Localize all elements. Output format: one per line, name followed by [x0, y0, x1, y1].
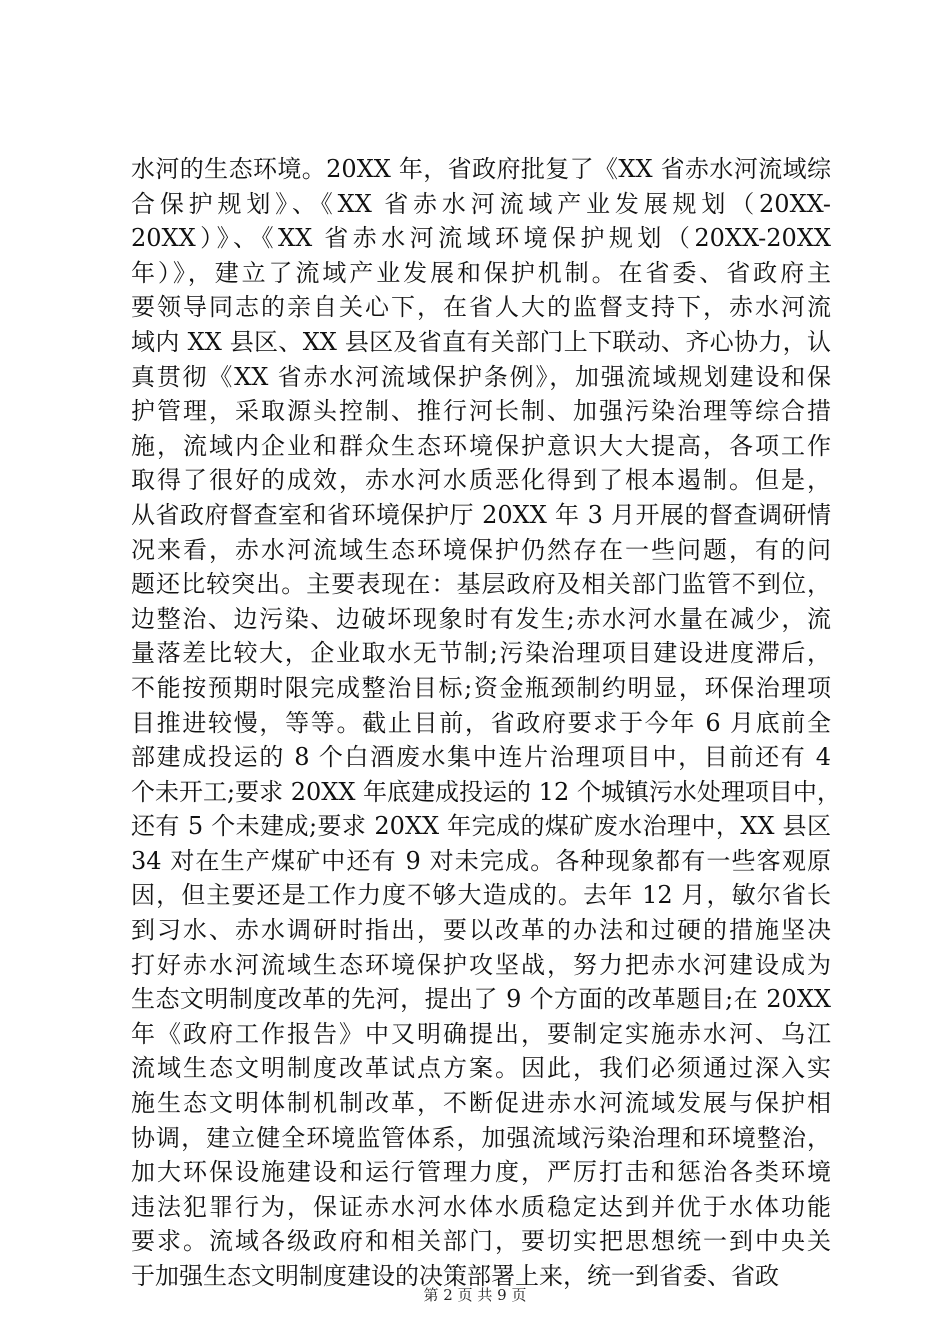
text-line: 量落差比较大，企业取水无节制;污染治理项目建设进度滞后， — [131, 639, 831, 668]
text-line: 生态文明制度改革的先河，提出了 9 个方面的改革题目;在 20XX — [131, 985, 831, 1014]
text-line: 协调，建立健全环境监管体系，加强流域污染治理和环境整治， — [131, 1123, 831, 1152]
text-line: 题还比较突出。主要表现在：基层政府及相关部门监管不到位， — [131, 570, 831, 599]
text-line: 20XX）》、《XX 省赤水河流域环境保护规划（20XX-20XX — [131, 224, 831, 253]
text-line: 要求。流域各级政府和相关部门，要切实把思想统一到中央关 — [131, 1227, 831, 1256]
text-line: 取得了很好的成效，赤水河水质恶化得到了根本遏制。但是， — [131, 466, 831, 495]
text-line: 合保护规划》、《XX 省赤水河流域产业发展规划（20XX- — [131, 189, 831, 218]
text-line: 不能按预期时限完成整治目标;资金瓶颈制约明显，环保治理项 — [131, 673, 831, 702]
text-line: 从省政府督查室和省环境保护厅 20XX 年 3 月开展的督查调研情 — [131, 500, 831, 529]
text-line: 34 对在生产煤矿中还有 9 对未完成。各种现象都有一些客观原 — [131, 846, 831, 875]
text-line: 施，流域内企业和群众生态环境保护意识大大提高，各项工作 — [131, 431, 831, 460]
text-line: 年《政府工作报告》中又明确提出，要制定实施赤水河、乌江 — [131, 1019, 831, 1048]
text-line: 个未开工;要求 20XX 年底建成投运的 12 个城镇污水处理项目中， — [131, 777, 841, 806]
text-line: 真贯彻《XX 省赤水河流域保护条例》，加强流域规划建设和保 — [131, 362, 831, 391]
text-line: 还有 5 个未建成;要求 20XX 年完成的煤矿废水治理中，XX 县区 — [131, 812, 831, 841]
text-line: 因，但主要还是工作力度不够大造成的。去年 12 月，敏尔省长 — [131, 881, 831, 910]
text-line: 域内 XX 县区、XX 县区及省直有关部门上下联动、齐心协力，认 — [131, 327, 831, 356]
text-line: 要领导同志的亲自关心下，在省人大的监督支持下，赤水河流 — [131, 293, 831, 322]
text-line: 到习水、赤水调研时指出，要以改革的办法和过硬的措施坚决 — [131, 916, 831, 945]
text-line: 况来看，赤水河流域生态环境保护仍然存在一些问题，有的问 — [131, 535, 831, 564]
text-line: 违法犯罪行为，保证赤水河水体水质稳定达到并优于水体功能 — [131, 1192, 831, 1221]
text-line: 边整治、边污染、边破坏现象时有发生;赤水河水量在减少，流 — [131, 604, 831, 633]
text-line: 加大环保设施建设和运行管理力度，严厉打击和惩治各类环境 — [131, 1158, 831, 1187]
text-line: 于加强生态文明制度建设的决策部署上来，统一到省委、省政 — [131, 1262, 779, 1290]
body-text — [131, 152, 841, 1294]
text-line: 目推进较慢，等等。截止目前，省政府要求于今年 6 月底前全 — [131, 708, 831, 737]
text-line: 打好赤水河流域生态环境保护攻坚战，努力把赤水河建设成为 — [131, 950, 831, 979]
text-line: 部建成投运的 8 个白酒废水集中连片治理项目中，目前还有 4 — [131, 743, 831, 772]
text-line: 流域生态文明制度改革试点方案。因此，我们必须通过深入实 — [131, 1054, 831, 1083]
text-line: 施生态文明体制机制改革，不断促进赤水河流域发展与保护相 — [131, 1089, 831, 1118]
text-line: 水河的生态环境。20XX 年，省政府批复了《XX 省赤水河流域综 — [131, 155, 831, 183]
text-line: 年）》，建立了流域产业发展和保护机制。在省委、省政府主 — [131, 258, 831, 287]
page-footer: 第 2 页 共 9 页 — [423, 1286, 527, 1304]
text-line: 护管理，采取源头控制、推行河长制、加强污染治理等综合措 — [131, 397, 831, 426]
